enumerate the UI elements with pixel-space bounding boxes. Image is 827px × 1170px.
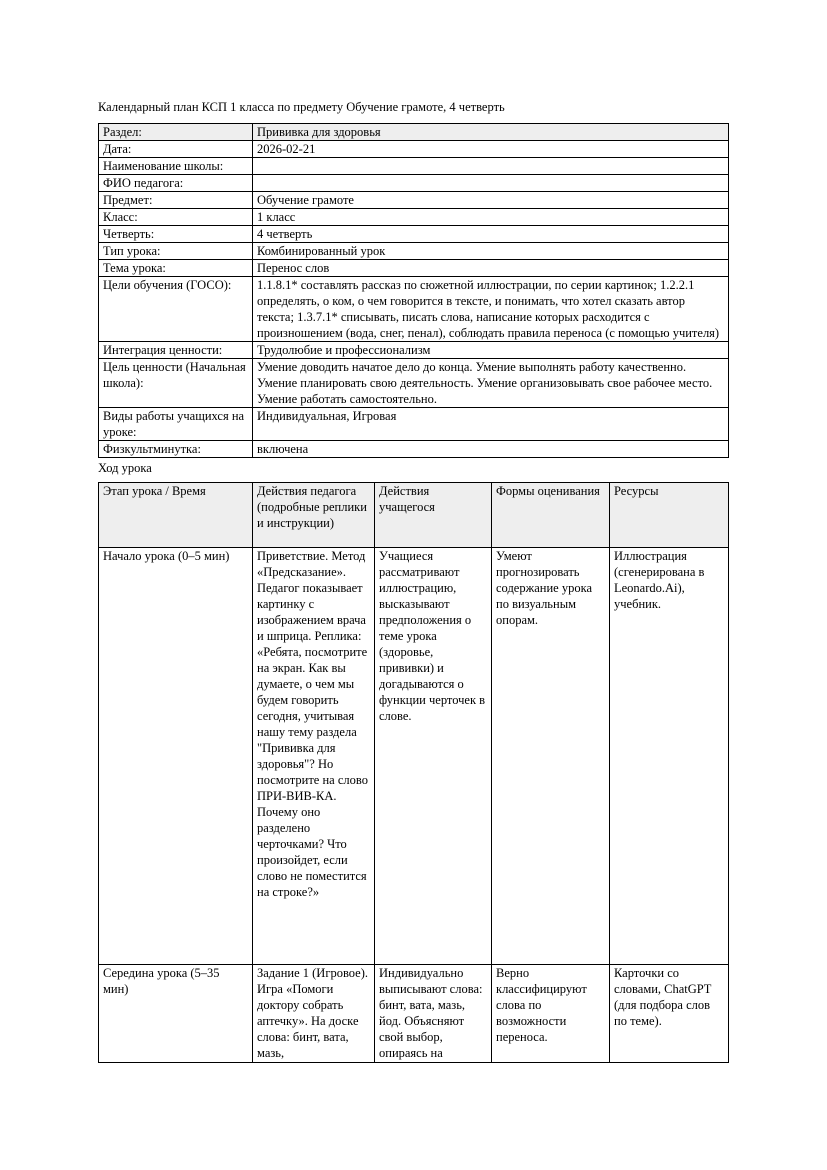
table-row — [99, 441, 729, 458]
cell-student-actions: Учащиеся рассматривают иллюстрацию, высказывают предположения о теме урока (здоровье, прививки) и догадываются о функции черточек в слове. — [375, 548, 492, 965]
table-row — [99, 965, 729, 1063]
info-value-quarter: 4 четверть — [253, 226, 729, 243]
table-row — [99, 359, 729, 408]
info-value-subject: Обучение грамоте — [253, 192, 729, 209]
cell-teacher-actions: Задание 1 (Игровое). Игра «Помоги доктору собрать аптечку». На доске слова: бинт, вата, мазь, — [253, 965, 375, 1063]
info-label-values-goal: Цель ценности (Начальная школа): — [99, 359, 253, 408]
col-header-teacher-actions: Действия педагога (подробные реплики и инструкции) — [253, 483, 375, 548]
info-label-school: Наименование школы: — [99, 158, 253, 175]
table-row — [99, 260, 729, 277]
document-title: Календарный план КСП 1 класса по предмету Обучение грамоте, 4 четверть — [98, 100, 505, 114]
info-value-values-integration: Трудолюбие и профессионализм — [253, 342, 729, 359]
table-row — [99, 226, 729, 243]
cell-resources: Карточки со словами, ChatGPT (для подбора слов по теме). — [610, 965, 729, 1063]
section-heading: Ход урока — [98, 461, 152, 475]
info-label-work-types: Виды работы учащихся на уроке: — [99, 408, 253, 441]
col-header-assessment: Формы оценивания — [492, 483, 610, 548]
info-value-work-types: Индивидуальная, Игровая — [253, 408, 729, 441]
info-value-lesson-topic: Перенос слов — [253, 260, 729, 277]
info-label-teacher-name: ФИО педагога: — [99, 175, 253, 192]
document-content — [98, 99, 728, 1063]
cell-stage: Начало урока (0–5 мин) — [99, 548, 253, 965]
cell-assessment: Умеют прогнозировать содержание урока по визуальным опорам. — [492, 548, 610, 965]
table-row — [99, 192, 729, 209]
info-label-goals: Цели обучения (ГОСО): — [99, 277, 253, 342]
info-value-teacher-name — [253, 175, 729, 192]
info-value-lesson-type: Комбинированный урок — [253, 243, 729, 260]
cell-student-actions: Индивидуально выписывают слова: бинт, вата, мазь, йод. Объясняют свой выбор, опираясь на — [375, 965, 492, 1063]
info-label-lesson-type: Тип урока: — [99, 243, 253, 260]
table-row — [99, 124, 729, 141]
info-label-quarter: Четверть: — [99, 226, 253, 243]
table-row — [99, 209, 729, 226]
table-row — [99, 158, 729, 175]
info-label-razdel: Раздел: — [99, 124, 253, 141]
info-label-lesson-topic: Тема урока: — [99, 260, 253, 277]
info-label-class: Класс: — [99, 209, 253, 226]
table-row — [99, 277, 729, 342]
info-label-subject: Предмет: — [99, 192, 253, 209]
table-row — [99, 175, 729, 192]
info-label-values-integration: Интеграция ценности: — [99, 342, 253, 359]
col-header-resources: Ресурсы — [610, 483, 729, 548]
table-row — [99, 243, 729, 260]
cell-resources: Иллюстрация (сгенерирована в Leonardo.Ai), учебник. — [610, 548, 729, 965]
info-value-razdel: Прививка для здоровья — [253, 124, 729, 141]
col-header-student-actions: Действия учащегося — [375, 483, 492, 548]
lesson-info-table — [98, 123, 729, 458]
table-row — [99, 548, 729, 965]
info-label-date: Дата: — [99, 141, 253, 158]
info-value-physical-minute: включена — [253, 441, 729, 458]
col-header-stage: Этап урока / Время — [99, 483, 253, 548]
cell-assessment: Верно классифицируют слова по возможности переноса. — [492, 965, 610, 1063]
cell-teacher-actions: Приветствие. Метод «Предсказание». Педагог показывает картинку с изображением врача и шприца. Реплика: «Ребята, посмотрите на экран. Как вы думаете, о чем мы будем говорить сегодня, учитывая нашу тему раздела "Прививка для здоровья"? Но посмотрите на слово ПРИ-ВИВ-КА. Почему оно разделено черточками? Что произойдет, если слово не поместится на строке?» — [253, 548, 375, 965]
info-value-date: 2026-02-21 — [253, 141, 729, 158]
cell-stage: Середина урока (5–35 мин) — [99, 965, 253, 1063]
info-value-school — [253, 158, 729, 175]
info-label-physical-minute: Физкультминутка: — [99, 441, 253, 458]
info-value-values-goal: Умение доводить начатое дело до конца. Умение выполнять работу качественно. Умение планировать свою деятельность. Умение организовывать свое рабочее место. Умение работать самостоятельно. — [253, 359, 729, 408]
table-row — [99, 408, 729, 441]
info-value-goals: 1.1.8.1* составлять рассказ по сюжетной иллюстрации, по серии картинок; 1.2.2.1 определять, о ком, о чем говорится в тексте, и понимать, что хотел сказать автор текста; 1.3.7.1* списывать, писать слова, написание которых расходится с произношением (вода, снег, пенал), соблюдать правила переноса (с помощью учителя) — [253, 277, 729, 342]
table-row — [99, 342, 729, 359]
table-row — [99, 141, 729, 158]
table-header-row — [99, 483, 729, 548]
info-value-class: 1 класс — [253, 209, 729, 226]
lesson-flow-table — [98, 482, 729, 1063]
